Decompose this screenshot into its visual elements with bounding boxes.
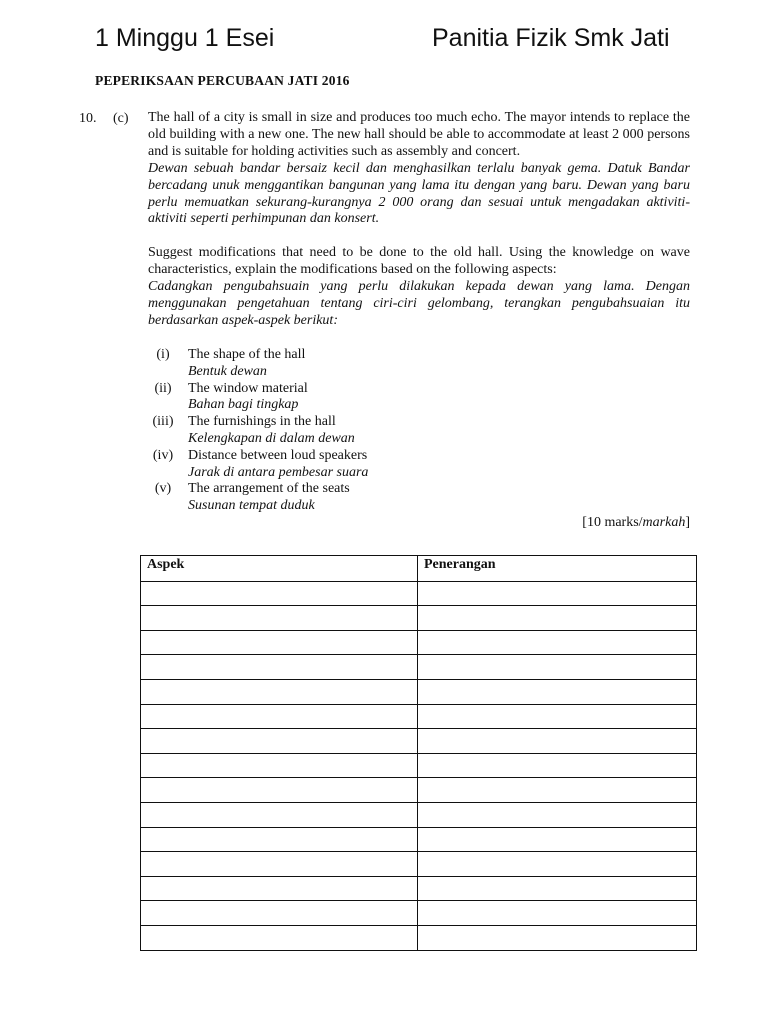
item-number: (v) xyxy=(154,481,172,497)
table-row xyxy=(141,753,697,778)
answer-cell-aspek[interactable] xyxy=(141,679,418,704)
item-number: (ii) xyxy=(154,380,172,396)
answer-cell-aspek[interactable] xyxy=(141,753,418,778)
item-english: Distance between loud speakers xyxy=(188,447,368,463)
table-row xyxy=(141,630,697,655)
list-item xyxy=(148,414,693,448)
item-malay: Kelengkapan di dalam dewan xyxy=(188,430,355,446)
answer-cell-aspek[interactable] xyxy=(141,852,418,877)
answer-cell-aspek[interactable] xyxy=(141,925,418,950)
item-english: The furnishings in the hall xyxy=(188,414,336,430)
answer-cell-penerangan[interactable] xyxy=(418,679,697,704)
marks-italic: markah xyxy=(642,515,686,530)
answer-cell-penerangan[interactable] xyxy=(418,606,697,631)
item-malay: Susunan tempat duduk xyxy=(188,498,315,514)
table-row xyxy=(141,606,697,631)
answer-cell-aspek[interactable] xyxy=(141,630,418,655)
answer-cell-penerangan[interactable] xyxy=(418,925,697,950)
answer-cell-aspek[interactable] xyxy=(141,655,418,680)
answer-cell-penerangan[interactable] xyxy=(418,655,697,680)
answer-table-body xyxy=(141,581,697,950)
answer-cell-aspek[interactable] xyxy=(141,606,418,631)
answer-cell-aspek[interactable] xyxy=(141,778,418,803)
column-header-aspek: Aspek xyxy=(141,556,418,582)
answer-cell-penerangan[interactable] xyxy=(418,778,697,803)
item-number: (iii) xyxy=(152,414,174,430)
table-row xyxy=(141,679,697,704)
header-title-left: 1 Minggu 1 Esei xyxy=(95,24,275,52)
marks-label xyxy=(582,515,690,531)
question-intro xyxy=(148,110,690,228)
table-row xyxy=(141,925,697,950)
intro-malay: Dewan sebuah bandar bersaiz kecil dan menghasilkan terlalu banyak gema. Datuk Bandar bercadang unuk menggantikan bangunan yang lama itu dengan yang baru. Dewan yang baru perlu memuatkan sekurang-kurangnya 2 000 orang dan sesuai untuk mengadakan aktiviti-aktiviti seperti perhimpunan dan konsert. xyxy=(148,160,690,227)
marks-prefix: [10 marks/ xyxy=(582,515,643,530)
table-row xyxy=(141,778,697,803)
answer-cell-penerangan[interactable] xyxy=(418,802,697,827)
table-row xyxy=(141,901,697,926)
item-malay: Bentuk dewan xyxy=(188,363,267,379)
exam-title: PEPERIKSAAN PERCUBAAN JATI 2016 xyxy=(95,73,350,88)
column-header-penerangan: Penerangan xyxy=(418,556,697,582)
aspect-list xyxy=(148,347,693,515)
item-english: The window material xyxy=(188,380,308,396)
answer-cell-penerangan[interactable] xyxy=(418,729,697,754)
answer-cell-penerangan[interactable] xyxy=(418,876,697,901)
table-row xyxy=(141,876,697,901)
answer-cell-penerangan[interactable] xyxy=(418,852,697,877)
item-english: The arrangement of the seats xyxy=(188,481,350,497)
item-number: (iv) xyxy=(152,447,174,463)
table-row xyxy=(141,655,697,680)
answer-table xyxy=(140,555,697,951)
list-item xyxy=(148,381,693,415)
list-item xyxy=(148,347,693,381)
intro-english: The hall of a city is small in size and produces too much echo. The mayor intends to replace the old building with a new one. The new hall should be able to accommodate at least 2 000 persons and is suitable for holding activities such as assembly and concert. xyxy=(148,110,690,159)
header-title-right: Panitia Fizik Smk Jati xyxy=(432,24,670,52)
answer-cell-aspek[interactable] xyxy=(141,827,418,852)
question-task xyxy=(148,245,690,330)
item-english: The shape of the hall xyxy=(188,347,306,362)
question-number: 10. xyxy=(79,111,97,126)
answer-cell-aspek[interactable] xyxy=(141,901,418,926)
task-malay: Cadangkan pengubahsuain yang perlu dilakukan kepada dewan yang lama. Dengan menggunakan pengetahuan tentang ciri-ciri gelombang, terangkan pengubahsuaian itu berdasarkan aspek-aspek berikut: xyxy=(148,278,690,328)
answer-cell-penerangan[interactable] xyxy=(418,901,697,926)
answer-cell-aspek[interactable] xyxy=(141,581,418,606)
answer-cell-aspek[interactable] xyxy=(141,729,418,754)
question-part: (c) xyxy=(113,111,129,126)
answer-cell-penerangan[interactable] xyxy=(418,753,697,778)
item-malay: Jarak di antara pembesar suara xyxy=(188,464,369,480)
list-item xyxy=(148,448,693,482)
list-item xyxy=(148,481,693,515)
answer-cell-penerangan[interactable] xyxy=(418,704,697,729)
answer-cell-penerangan[interactable] xyxy=(418,581,697,606)
answer-cell-aspek[interactable] xyxy=(141,802,418,827)
table-row xyxy=(141,802,697,827)
table-row xyxy=(141,581,697,606)
table-row xyxy=(141,704,697,729)
item-number: (i) xyxy=(156,347,170,362)
table-row xyxy=(141,827,697,852)
task-english: Suggest modifications that need to be done to the old hall. Using the knowledge on wave characteristics, explain the modifications based on the following aspects: xyxy=(148,245,690,277)
table-row xyxy=(141,729,697,754)
table-row xyxy=(141,852,697,877)
answer-cell-penerangan[interactable] xyxy=(418,827,697,852)
item-malay: Bahan bagi tingkap xyxy=(188,397,299,413)
answer-cell-aspek[interactable] xyxy=(141,704,418,729)
answer-cell-aspek[interactable] xyxy=(141,876,418,901)
answer-cell-penerangan[interactable] xyxy=(418,630,697,655)
marks-suffix: ] xyxy=(685,515,690,530)
table-header-row xyxy=(141,556,697,582)
